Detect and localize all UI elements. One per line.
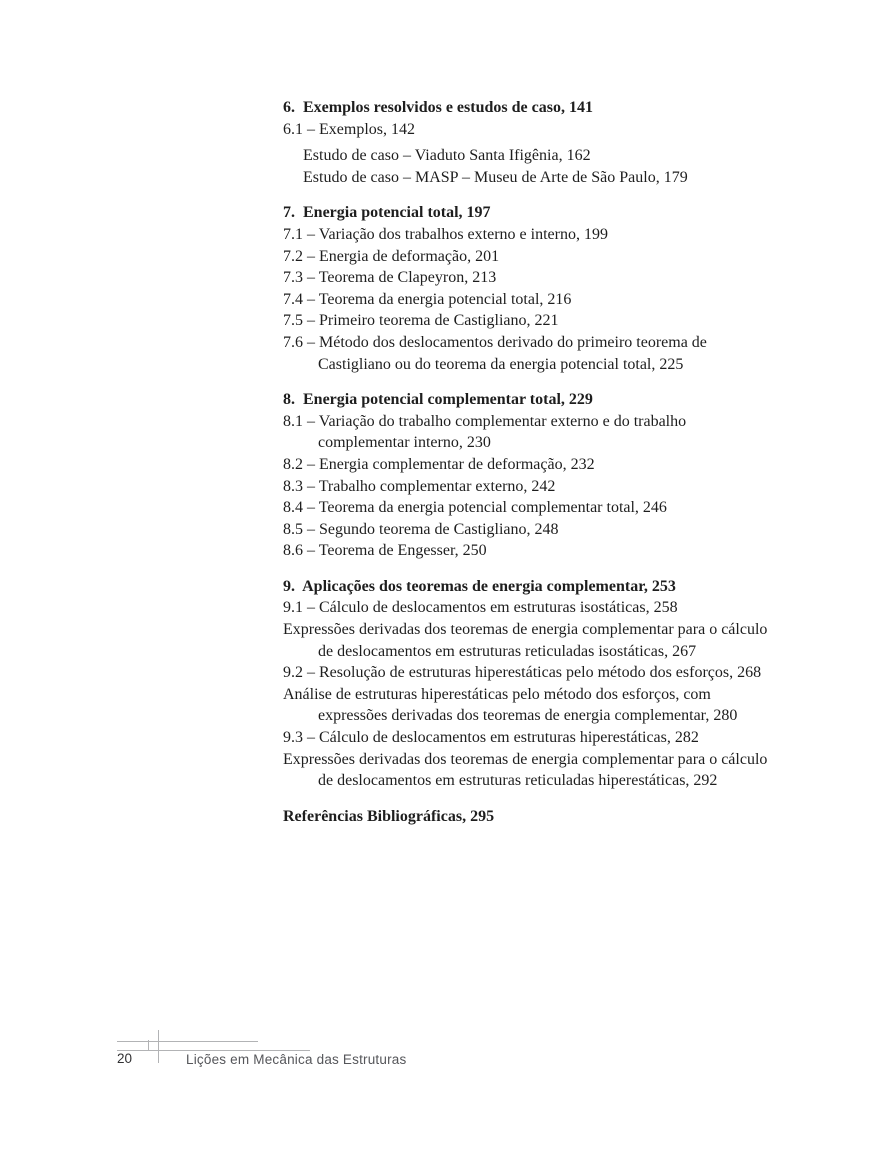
toc-entry: Análise de estruturas hiperestáticas pelo método dos esforços, com xyxy=(283,685,711,703)
toc-heading: Referências Bibliográficas, 295 xyxy=(283,807,495,825)
toc-entry: 8.4 – Teorema da energia potencial complementar total, 246 xyxy=(283,499,667,517)
toc-heading: 6. Exemplos resolvidos e estudos de caso, 141 xyxy=(283,99,593,116)
toc-heading: 9. Aplicações dos teoremas de energia complementar, 253 xyxy=(283,577,676,595)
footer-rule-tick xyxy=(148,1040,149,1051)
toc-heading: 7. Energia potencial total, 197 xyxy=(283,204,491,222)
toc-entry: 7.3 – Teorema de Clapeyron, 213 xyxy=(283,269,497,287)
toc-entry: 7.6 – Método dos deslocamentos derivado do primeiro teorema de xyxy=(283,333,707,351)
toc-entry: 7.4 – Teorema da energia potencial total, 216 xyxy=(283,290,572,308)
toc-entry: 9.2 – Resolução de estruturas hiperestáticas pelo método dos esforços, 268 xyxy=(283,664,762,682)
toc-section xyxy=(283,97,823,188)
running-title: Lições em Mecânica das Estruturas xyxy=(186,1052,407,1067)
toc-entry: 8.3 – Trabalho complementar externo, 242 xyxy=(283,477,556,495)
toc-entry: 8.1 – Variação do trabalho complementar externo e do trabalho xyxy=(283,412,687,430)
toc-entry: 9.3 – Cálculo de deslocamentos em estruturas hiperestáticas, 282 xyxy=(283,729,699,747)
footer-rule-bottom xyxy=(117,1050,310,1051)
toc-section xyxy=(283,806,823,828)
toc-section xyxy=(283,389,823,562)
toc-section xyxy=(283,202,823,375)
toc-case-study-entry: Estudo de caso – Viaduto Santa Ifigênia, 162 xyxy=(303,147,591,165)
toc-entry-continuation: de deslocamentos em estruturas reticuladas isostáticas, 267 xyxy=(318,642,697,660)
toc-case-study-entry: Estudo de caso – MASP – Museu de Arte de São Paulo, 179 xyxy=(303,168,688,186)
footer-rule-top xyxy=(117,1041,258,1042)
toc-entry: 7.2 – Energia de deformação, 201 xyxy=(283,247,500,265)
footer-rule-vertical xyxy=(158,1030,159,1063)
toc-entry-continuation: de deslocamentos em estruturas reticuladas hiperestáticas, 292 xyxy=(318,772,718,790)
toc-entry-continuation: complementar interno, 230 xyxy=(318,434,491,452)
toc-entry: 7.5 – Primeiro teorema de Castigliano, 221 xyxy=(283,312,559,330)
toc-entry: 8.5 – Segundo teorema de Castigliano, 248 xyxy=(283,520,559,538)
toc-entry: Expressões derivadas dos teoremas de energia complementar para o cálculo xyxy=(283,621,768,639)
toc-entry: 6.1 – Exemplos, 142 xyxy=(283,120,415,138)
toc-entry: 8.6 – Teorema de Engesser, 250 xyxy=(283,542,487,560)
table-of-contents xyxy=(283,97,823,827)
page-number: 20 xyxy=(117,1051,133,1066)
toc-entry: Expressões derivadas dos teoremas de energia complementar para o cálculo xyxy=(283,750,768,768)
toc-entry-continuation: Castigliano ou do teorema da energia potencial total, 225 xyxy=(318,355,684,373)
toc-entry: 8.2 – Energia complementar de deformação, 232 xyxy=(283,455,595,473)
toc-heading: 8. Energia potencial complementar total, 229 xyxy=(283,391,593,409)
toc-entry-continuation: expressões derivadas dos teoremas de energia complementar, 280 xyxy=(318,707,738,725)
toc-entry: 7.1 – Variação dos trabalhos externo e interno, 199 xyxy=(283,225,608,243)
toc-section xyxy=(283,576,823,792)
toc-entry: 9.1 – Cálculo de deslocamentos em estruturas isostáticas, 258 xyxy=(283,599,678,617)
